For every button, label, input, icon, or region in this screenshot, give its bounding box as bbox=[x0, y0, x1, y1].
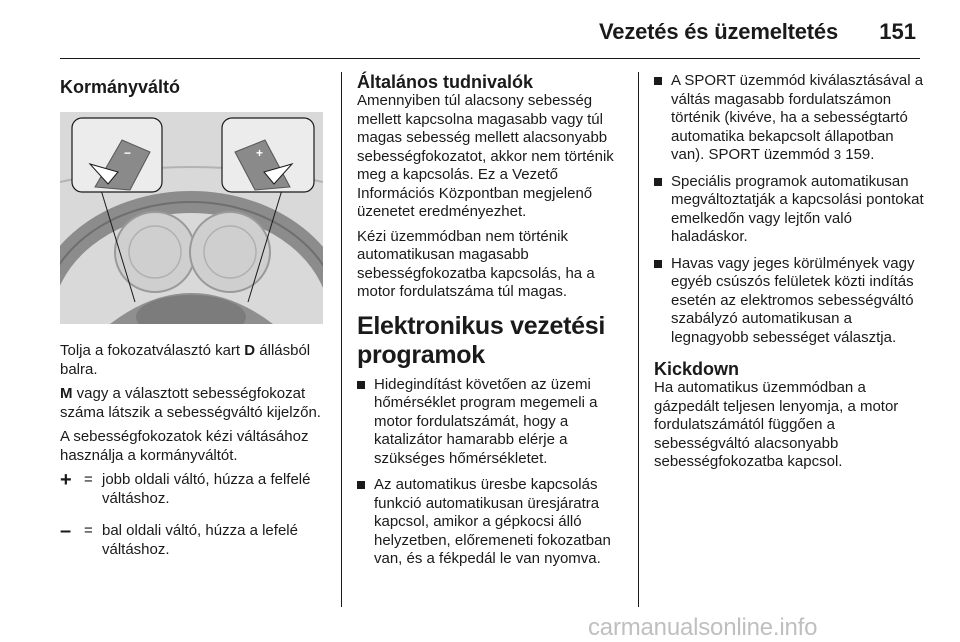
list-item: Hidegindítást követően az üzemi hőmérséklet program megemeli a motor fordulatszámát, hogy a katalizátor hamarabb elérje a szükséges hőmérsékletet. bbox=[357, 376, 627, 469]
bullet-square-icon bbox=[654, 77, 662, 85]
paragraph-manual-shift: A sebességfokozatok kézi váltásához használja a kormányváltót. bbox=[60, 428, 309, 464]
section-heading-altalanos: Általános tudnivalók bbox=[357, 72, 534, 92]
page-reference-arrow-icon: 3 bbox=[833, 147, 842, 162]
section-heading-kormanyvalto: Kormányváltó bbox=[60, 77, 181, 97]
paragraph-move-lever: Tolja a fokozatválasztó kart D állásból balra. bbox=[60, 342, 311, 378]
list-item: A SPORT üzemmód kiválasztásával a váltás magasabb fordulatszámon történik (kivéve, ha a sebességtartó automatika bekapcsolt állapotban van). SPORT üzemmód 3 159. bbox=[654, 72, 926, 165]
bullet-square-icon bbox=[357, 381, 365, 389]
list-item: Speciális programok automatikusan megváltoztatják a kapcsolási pontokat emelkedőn vagy lejtőn való haladáskor. bbox=[654, 173, 926, 247]
bullet-square-icon bbox=[654, 178, 662, 186]
column-1 bbox=[60, 72, 328, 573]
column-2 bbox=[357, 72, 627, 577]
legend-text-plus: jobb oldali váltó, húzza a felfelé váltáshoz. bbox=[102, 471, 311, 507]
programs-list-continued bbox=[654, 72, 926, 347]
section-title-electronic-programs: Elektronikus vezetési programok bbox=[357, 311, 605, 369]
page-reference[interactable]: 159. bbox=[845, 146, 875, 163]
column-divider-2 bbox=[638, 72, 639, 607]
column-3 bbox=[654, 72, 926, 478]
bullet-square-icon bbox=[654, 260, 662, 268]
illustration-minus-label: − bbox=[124, 146, 132, 160]
column-divider-1 bbox=[341, 72, 342, 607]
page-number: 151 bbox=[879, 19, 916, 44]
list-item: Az automatikus üresbe kapcsolás funkció automatikusan üresjáratra kapcsol, amikor a gépkocsi álló helyzetben, előremeneti fokozatban van, és a fékpedál le van nyomva. bbox=[357, 476, 627, 569]
watermark: carmanualsonline.info bbox=[588, 614, 818, 641]
minus-icon: – bbox=[60, 520, 72, 542]
steering-wheel-paddle-illustration bbox=[60, 112, 323, 324]
plus-icon: + bbox=[60, 469, 72, 491]
legend-text-minus: bal oldali váltó, húzza a lefelé váltáshoz. bbox=[102, 522, 298, 558]
paragraph-kickdown: Ha automatikus üzemmódban a gázpedált teljesen lenyomja, a motor fordulatszámától függően a sebességváltó alacsonyabb sebességfokozatba kapcsol. bbox=[654, 379, 899, 470]
page-header bbox=[0, 0, 960, 60]
legend-row-plus: + = jobb oldali váltó, húzza a felfelé váltáshoz. bbox=[60, 469, 311, 507]
section-heading-kickdown: Kickdown bbox=[654, 359, 740, 379]
paragraph-general-2: Kézi üzemmódban nem történik automatikusan magasabb sebességfokozatba kapcsolás, ha a motor fordulatszáma túl magas. bbox=[357, 227, 595, 300]
paddle-legend bbox=[60, 471, 328, 559]
header-divider bbox=[60, 58, 920, 59]
paragraph-m-mode: M vagy a választott sebességfokozat száma látszik a sebességváltó kijelzőn. bbox=[60, 385, 321, 421]
paragraph-general-1: Amennyiben túl alacsony sebesség mellett kapcsolna magasabb vagy túl magas sebesség mellett alacsonyabb sebességfokozatot, akkor nem történik meg a kapcsolás. Ez a Vezető Információs Központban megjelenő üzenetet eredményezhet. bbox=[357, 92, 614, 220]
chapter-title: Vezetés és üzemeltetés bbox=[599, 19, 838, 44]
bullet-square-icon bbox=[357, 481, 365, 489]
legend-row-minus: – = bal oldali váltó, húzza a lefelé váltáshoz. bbox=[60, 520, 298, 558]
list-item: Havas vagy jeges körülmények vagy egyéb csúszós felületek közti indítás esetén az elektromos sebességváltó szabályzó automatikusan a legnagyobb sebességet választja. bbox=[654, 255, 926, 348]
illustration-plus-label: + bbox=[256, 146, 264, 160]
electronic-programs-list bbox=[357, 376, 627, 569]
